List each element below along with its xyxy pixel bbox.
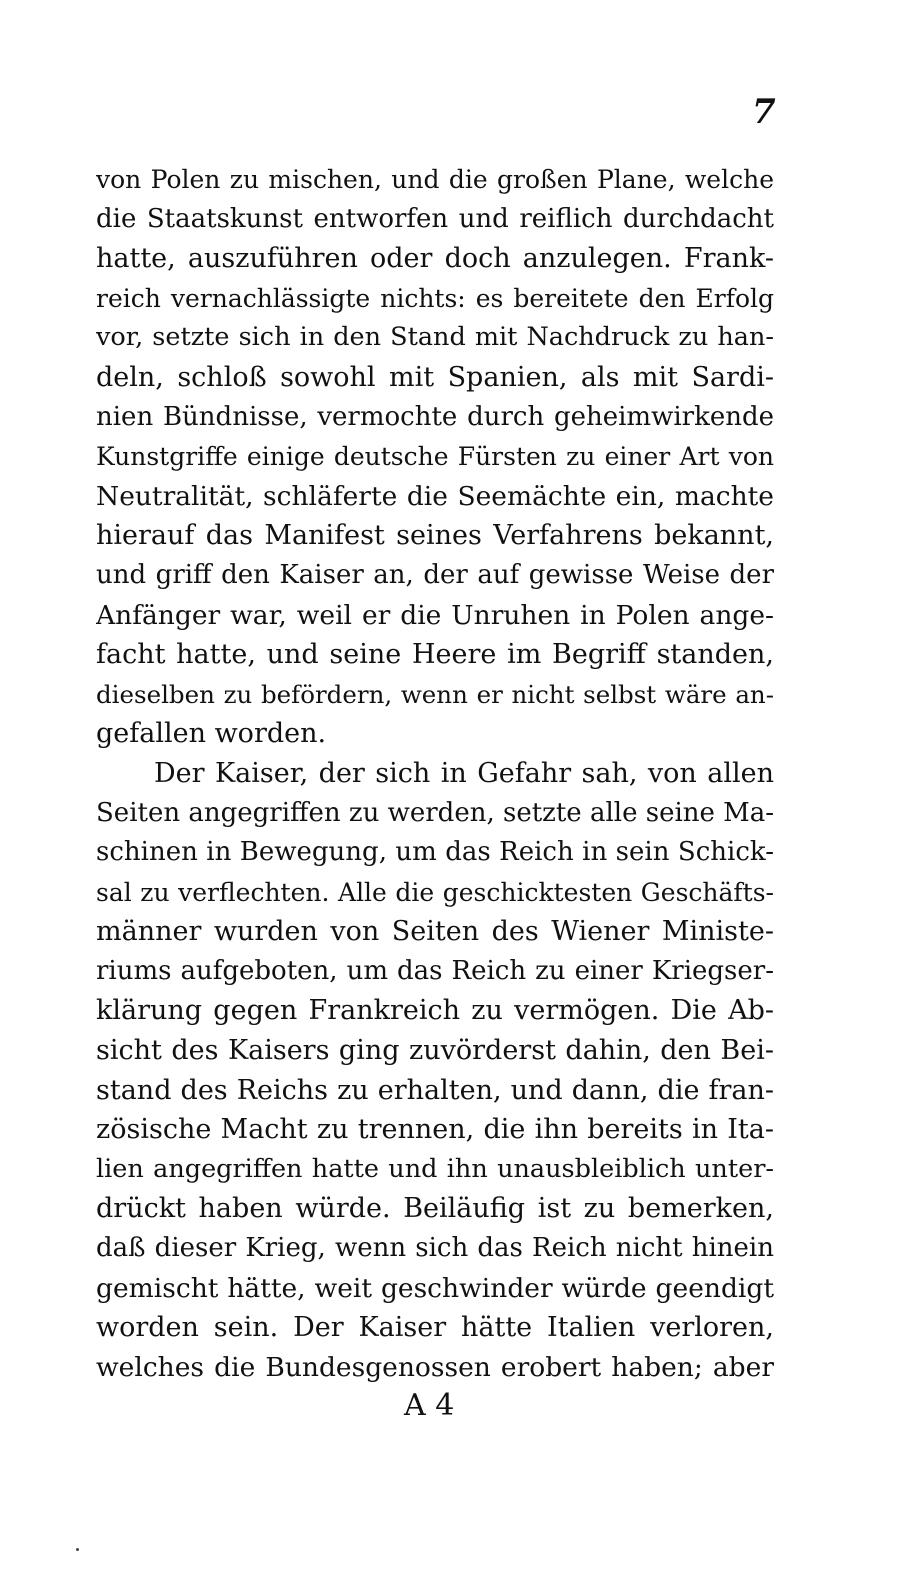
body-text <box>96 160 774 1387</box>
text-line: stand des Reichs zu erhalten, und dann, die fran- <box>96 1074 774 1106</box>
text-line: gemischt hätte, weit geschwinder würde geendigt <box>96 1272 774 1304</box>
paper-speck <box>76 1548 79 1551</box>
text-line: reich vernachlässigte nichts: es bereitete den Erfolg <box>96 283 774 313</box>
text-line: welches die Bundesgenossen erobert haben; aber <box>96 1351 774 1383</box>
paragraph-1 <box>96 160 774 754</box>
text-line: drückt haben würde. Beiläufig ist zu bemerken, <box>96 1193 774 1225</box>
text-line: Neutralität, schläferte die Seemächte ein, machte <box>96 480 774 512</box>
text-line: nien Bündnisse, vermochte durch geheimwirkende <box>96 401 774 432</box>
text-line: worden sein. Der Kaiser hätte Italien verloren, <box>96 1312 774 1344</box>
text-line: klärung gegen Frankreich zu vermögen. Die Ab- <box>96 995 774 1027</box>
text-line: lien angegriffen hatte und ihn unausbleiblich unter- <box>96 1153 774 1184</box>
text-line: und griff den Kaiser an, der auf gewisse Weise der <box>96 559 774 590</box>
text-line: von Polen zu mischen, und die großen Plane, welche <box>96 165 774 194</box>
text-line: hatte, auszuführen oder doch anzulegen. Frank- <box>96 243 774 275</box>
text-line: männer wurden von Seiten des Wiener Ministe- <box>96 916 774 948</box>
page-number: 7 <box>752 92 776 132</box>
paragraph-2 <box>96 754 774 1388</box>
text-line: Seiten angegriffen zu werden, setzte alle seine Ma- <box>96 797 774 828</box>
text-line: schinen in Bewegung, um das Reich in sein Schick- <box>96 837 774 868</box>
text-line: Kunstgriffe einige deutsche Fürsten zu einer Art von <box>96 442 774 472</box>
signature-mark: A 4 <box>404 1388 455 1423</box>
text-line: dieselben zu befördern, wenn er nicht selbst wäre an- <box>96 679 774 709</box>
text-line: Der Kaiser, der sich in Gefahr sah, von allen <box>154 757 774 789</box>
text-line: vor, setzte sich in den Stand mit Nachdruck zu han- <box>96 322 774 353</box>
text-line: hierauf das Manifest seines Verfahrens bekannt, <box>96 520 774 552</box>
text-line: daß dieser Krieg, wenn sich das Reich nicht hinein <box>96 1233 774 1264</box>
text-line: facht hatte, und seine Heere im Begriff standen, <box>96 639 774 671</box>
text-line: Anfänger war, weil er die Unruhen in Polen ange- <box>96 599 774 631</box>
text-line: sicht des Kaisers ging zuvörderst dahin, den Bei- <box>96 1035 774 1067</box>
text-line: sal zu verflechten. Alle die geschicktesten Geschäfts- <box>96 877 774 907</box>
text-line: deln, schloß sowohl mit Spanien, als mit Sardi- <box>96 361 774 393</box>
text-line: gefallen worden. <box>96 718 327 750</box>
text-line: zösische Macht zu trennen, die ihn bereits in Ita- <box>96 1114 774 1146</box>
text-line: die Staatskunst entworfen und reiflich durchdacht <box>96 203 774 234</box>
text-line: riums aufgeboten, um das Reich zu einer Kriegser- <box>96 955 774 986</box>
